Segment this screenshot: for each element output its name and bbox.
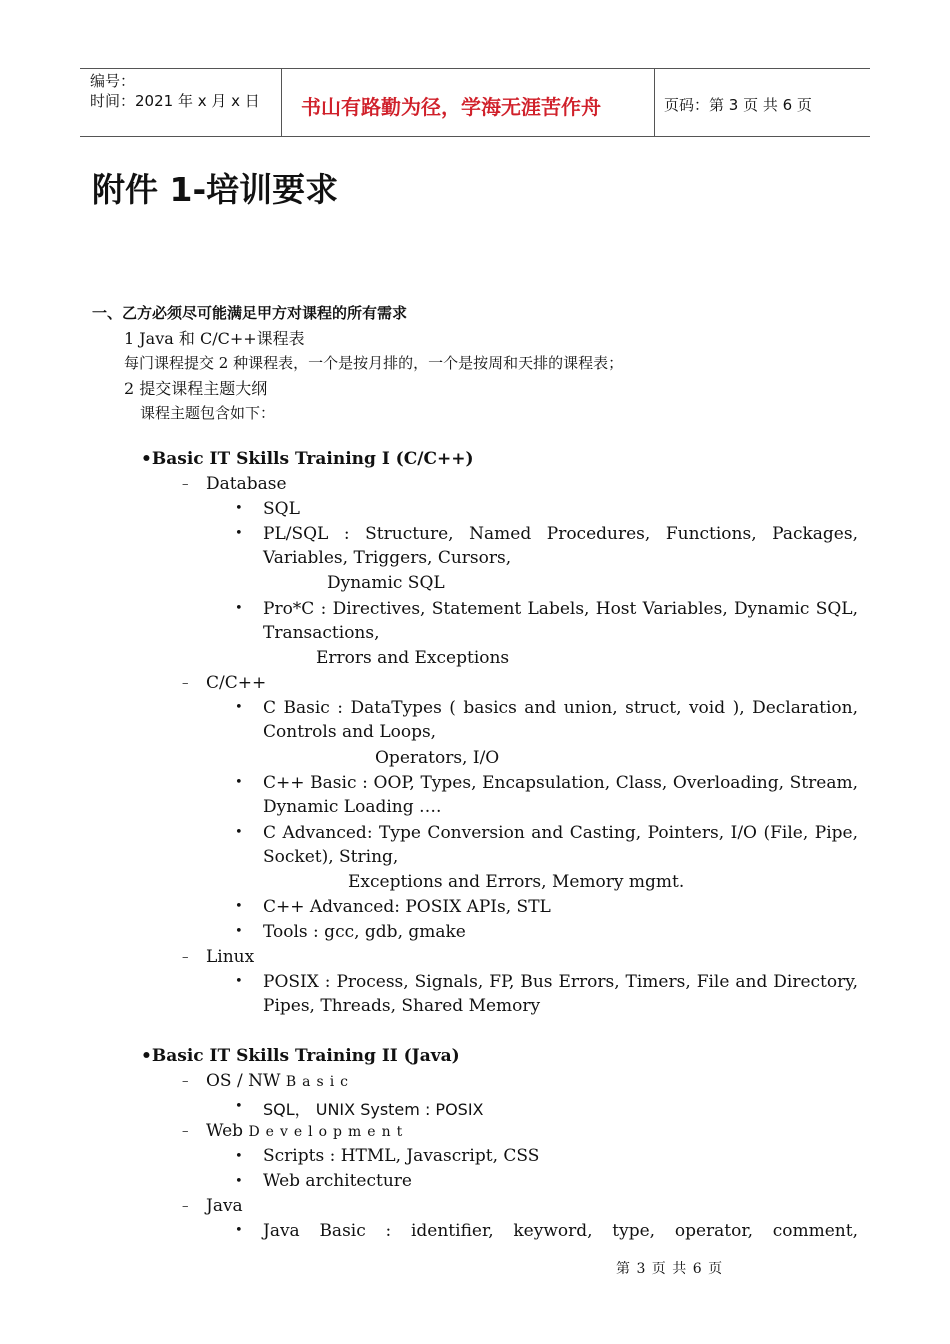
cpp-cbasic-line-1: C Basic : DataTypes ( basics and union, struct, void ), Declaration, [263,698,858,718]
osnw-label [206,1071,354,1091]
section-item-1: 1 Java 和 C/C++课程表 [124,329,305,348]
bullet-icon: • [235,775,243,790]
training-2-title: •Basic IT Skills Training II (Java) [141,1046,460,1066]
database-proc-line-3: Errors and Exceptions [316,648,510,668]
bullet-icon: • [235,974,243,989]
header-divider-right [654,68,655,136]
header-bottom-border [80,136,870,137]
java-item-1: Java Basic : identifier, keyword, type, operator, comment, [263,1221,858,1241]
section-item-1-desc: 每门课程提交 2 种课程表，一个是按月排的，一个是按周和天排的课程表； [124,354,624,372]
osnw-label-text: OS / NW [206,1071,281,1091]
bullet-icon: • [235,526,243,541]
header-divider-left [281,68,282,136]
page-footer: 第 3 页 共 6 页 [616,1261,724,1277]
dash-icon: – [182,1124,189,1139]
database-sql: SQL [263,499,300,519]
bullet-icon: • [235,700,243,715]
header-page-info: 页码：第 3 页 共 6 页 [664,96,812,114]
cpp-cadv-line-2: Socket), String, [263,847,399,867]
header-time-label: 时间：2021 年 x 月 x 日 [90,92,260,110]
dash-icon: – [182,950,189,965]
web-item-2: Web architecture [263,1171,412,1191]
database-plsql-line-2: Variables, Triggers, Cursors, [263,548,512,568]
training-1-title: •Basic IT Skills Training I (C/C++) [141,449,474,469]
dash-icon: – [182,477,189,492]
bullet-icon: • [235,601,243,616]
page-title: 附件 1-培训要求 [92,170,339,209]
database-label: Database [206,474,287,494]
cpp-cppbasic-line-1: C++ Basic : OOP, Types, Encapsulation, Class, Overloading, Stream, [263,773,858,793]
bullet-icon: • [235,825,243,840]
cpp-label: C/C++ [206,673,267,693]
linux-label: Linux [206,947,255,967]
linux-posix-line-2: Pipes, Threads, Shared Memory [263,996,541,1016]
web-label [206,1121,408,1141]
osnw-label-suffix: Basic [285,1074,355,1090]
database-plsql-line-3: Dynamic SQL [327,573,445,593]
linux-posix-line-1: POSIX : Process, Signals, FP, Bus Errors, Timers, File and Directory, [263,972,858,992]
cpp-cbasic-line-2: Controls and Loops, [263,722,437,742]
cpp-cppadv: C++ Advanced: POSIX APIs, STL [263,897,551,917]
section-heading: 一、乙方必须尽可能满足甲方对课程的所有需求 [92,304,408,322]
bullet-icon: • [235,899,243,914]
dash-icon: – [182,1074,189,1089]
section-item-2: 2 提交课程主题大纲 [124,379,268,398]
bullet-icon: • [235,1149,243,1164]
bullet-icon: • [235,1223,243,1238]
section-item-2-desc: 课程主题包含如下： [140,404,276,422]
web-label-suffix: Development [248,1124,409,1140]
cpp-tools: Tools : gcc, gdb, gmake [263,922,466,942]
header-motto: 书山有路勤为径，学海无涯苦作舟 [301,95,601,119]
database-proc-line-1: Pro*C : Directives, Statement Labels, Host Variables, Dynamic SQL, [263,599,858,619]
dash-icon: – [182,1199,189,1214]
web-item-1: Scripts : HTML, Javascript, CSS [263,1146,540,1166]
bullet-icon: • [235,924,243,939]
cpp-cadv-line-3: Exceptions and Errors, Memory mgmt. [348,872,685,892]
bullet-icon: • [235,501,243,516]
dash-icon: – [182,676,189,691]
bullet-icon: • [235,1099,243,1114]
osnw-item: SQL， UNIX System : POSIX [263,1100,484,1119]
web-label-text: Web [206,1121,244,1141]
cpp-cppbasic-line-2: Dynamic Loading …. [263,797,442,817]
cpp-cbasic-line-3: Operators, I/O [375,748,500,768]
bullet-icon: • [235,1174,243,1189]
database-plsql-line-1: PL/SQL : Structure, Named Procedures, Functions, Packages, [263,524,858,544]
header-number-label: 编号： [90,72,136,90]
java-label: Java [206,1196,243,1216]
database-proc-line-2: Transactions, [263,623,380,643]
cpp-cadv-line-1: C Advanced: Type Conversion and Casting, Pointers, I/O (File, Pipe, [263,823,858,843]
header-top-border [80,68,870,69]
